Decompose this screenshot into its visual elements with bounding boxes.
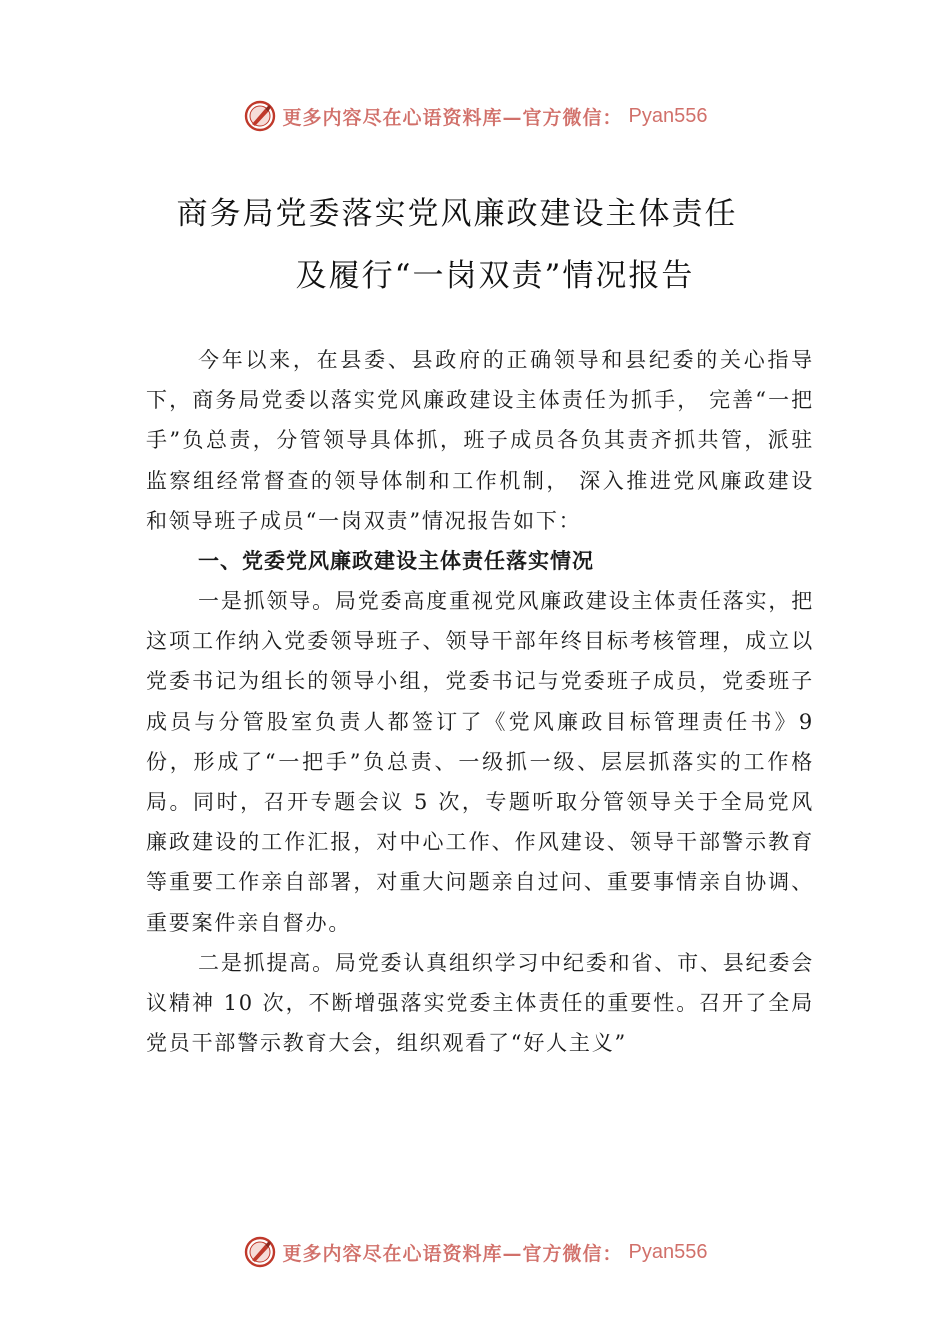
section-heading: 一、党委党风廉政建设主体责任落实情况	[198, 549, 594, 574]
body-paragraph-leadership: 一是抓领导。局党委高度重视党风廉政建设主体责任落实，把这项工作纳入党委领导班子、领导干部年终目标考核管理，成立以党委书记为组长的领导小组，党委书记与党委班子成员，党委班子成员与分管股室负责人都签订了《党风廉政目标管理责任书》9 份，形成了“一把手”负总责、一级抓一级、层层抓落实的工作格局。同时，召开专题会议 5 次，专题听取分管领导关于全局党风廉政建设的工作汇报，对中心工作、作风建设、领导干部警示教育等重要工作亲自部署，对重大问题亲自过问、重要事情亲自协调、重要案件亲自督办。	[146, 589, 814, 935]
watermark-banner-bottom	[0, 1232, 950, 1272]
body-paragraph-improvement: 二是抓提高。局党委认真组织学习中纪委和省、市、县纪委会议精神 10 次，不断增强落实党委主体责任的重要性。召开了全局党员干部警示教育大会，组织观看了“好人主义”	[146, 950, 814, 1056]
watermark-wechat-id: Pyan556	[628, 1240, 708, 1263]
pen-nib-seal-icon	[243, 1235, 277, 1269]
watermark-banner-top	[0, 96, 950, 136]
pen-nib-seal-icon	[243, 99, 277, 133]
watermark-text: 更多内容尽在心语资料库—官方微信：	[282, 1242, 623, 1265]
document-title-line1: 商务局党委落实党风廉政建设主体责任	[176, 196, 738, 232]
document-body	[146, 340, 814, 1063]
watermark-wechat-id: Pyan556	[628, 104, 708, 127]
intro-paragraph: 今年以来，在县委、县政府的正确领导和县纪委的关心指导下，商务局党委以落实党风廉政建设主体责任为抓手， 完善“一把手”负总责，分管领导具体抓，班子成员各负其责齐抓共管，派驻监察组经常督查的领导体制和工作机制， 深入推进党风廉政建设和领导班子成员“一岗双责”情况报告如下：	[146, 348, 814, 533]
document-title-line2: 及履行“一岗双责”情况报告	[295, 258, 695, 294]
watermark-text: 更多内容尽在心语资料库—官方微信：	[282, 106, 623, 129]
